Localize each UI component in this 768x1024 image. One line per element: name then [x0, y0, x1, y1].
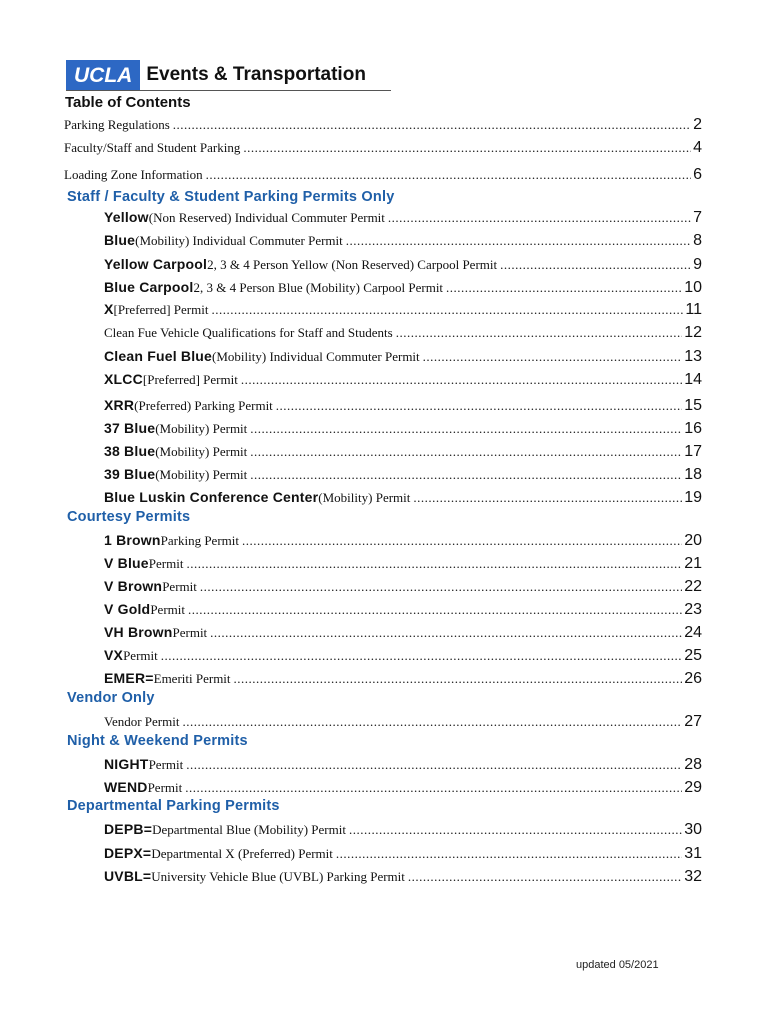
permit-code: WEND	[104, 779, 148, 795]
toc-entry[interactable]	[104, 779, 702, 797]
leader-dots	[336, 846, 682, 862]
entry-text: Permit	[148, 757, 184, 772]
page-number: 23	[684, 601, 702, 618]
toc-entry[interactable]	[104, 301, 702, 319]
page-number: 30	[684, 821, 702, 838]
entry-text: (Mobility) Individual Commuter Permit	[135, 233, 343, 248]
leader-dots	[423, 349, 683, 365]
toc-entry[interactable]	[104, 279, 702, 297]
leader-dots	[234, 671, 683, 687]
page-number: 8	[693, 232, 702, 249]
permit-code: 37 Blue	[104, 420, 156, 436]
leader-dots	[185, 780, 682, 796]
page-number: 18	[684, 466, 702, 483]
section-heading-staff-faculty-student: Staff / Faculty & Student Parking Permits Only	[67, 189, 395, 205]
leader-dots	[243, 140, 691, 156]
permit-code: EMER=	[104, 670, 154, 686]
permit-code: Blue	[104, 232, 136, 248]
leader-dots	[242, 533, 682, 549]
toc-entry[interactable]	[104, 845, 702, 863]
page-number: 15	[684, 397, 702, 414]
page-number: 7	[693, 209, 702, 226]
entry-text: (Non Reserved) Individual Commuter Permit	[148, 210, 385, 225]
entry-text: Permit	[162, 579, 197, 594]
leader-dots	[186, 556, 682, 572]
page-number: 31	[684, 845, 702, 862]
entry-text: (Mobility) Permit	[155, 444, 248, 459]
section-heading-vendor: Vendor Only	[67, 690, 155, 706]
leader-dots	[250, 444, 682, 460]
entry-text: (Preferred) Parking Permit	[134, 398, 273, 413]
permit-code: DEPX=	[104, 845, 152, 861]
entry-text: [Preferred] Permit	[113, 302, 209, 317]
toc-title: Table of Contents	[65, 94, 191, 111]
updated-date: updated 05/2021	[576, 959, 659, 971]
leader-dots	[182, 714, 682, 730]
toc-entry[interactable]	[64, 166, 702, 184]
entry-text: Parking Permit	[160, 533, 239, 548]
entry-text: (Mobility) Permit	[155, 467, 248, 482]
leader-dots	[210, 625, 682, 641]
toc-entry[interactable]	[104, 532, 702, 550]
permit-code: V Blue	[104, 555, 149, 571]
entry-text: Clean Fue Vehicle Qualifications for Staff and Students	[104, 325, 393, 340]
permit-code: VH Brown	[104, 624, 173, 640]
entry-text: Departmental Blue (Mobility) Permit	[152, 822, 346, 837]
entry-text: [Preferred] Permit	[142, 372, 238, 387]
page-number: 26	[684, 670, 702, 687]
toc-entry[interactable]	[104, 578, 702, 596]
page-header	[66, 58, 366, 92]
toc-entry[interactable]	[104, 555, 702, 573]
toc-entry[interactable]	[64, 139, 702, 157]
section-heading-departmental: Departmental Parking Permits	[67, 798, 280, 814]
department-name: Events & Transportation	[146, 64, 366, 85]
page-number: 11	[685, 301, 702, 318]
toc-entry[interactable]	[104, 420, 702, 438]
leader-dots	[250, 467, 682, 483]
leader-dots	[408, 869, 682, 885]
page-number: 27	[684, 713, 702, 730]
toc-entry[interactable]	[104, 397, 702, 415]
leader-dots	[346, 233, 691, 249]
entry-text: Emeriti Permit	[153, 671, 231, 686]
permit-code: Yellow Carpool	[104, 256, 208, 272]
leader-dots	[413, 490, 682, 506]
permit-code: V Gold	[104, 601, 151, 617]
entry-text: (Mobility) Permit	[318, 490, 411, 505]
page-number: 25	[684, 647, 702, 664]
permit-code: 38 Blue	[104, 443, 156, 459]
leader-dots	[200, 579, 682, 595]
permit-code: V Brown	[104, 578, 163, 594]
permit-code: DEPB=	[104, 821, 153, 837]
toc-entry[interactable]	[104, 466, 702, 484]
header-divider	[66, 90, 391, 91]
toc-entry[interactable]	[104, 209, 702, 227]
toc-entry[interactable]	[104, 256, 702, 274]
toc-entry[interactable]	[64, 116, 702, 134]
section-heading-courtesy: Courtesy Permits	[67, 509, 191, 525]
leader-dots	[211, 302, 683, 318]
page-number: 4	[693, 139, 702, 156]
leader-dots	[188, 602, 682, 618]
entry-text: University Vehicle Blue (UVBL) Parking Permit	[151, 869, 405, 884]
permit-code: VX	[104, 647, 124, 663]
permit-code: Blue Carpool	[104, 279, 194, 295]
leader-dots	[349, 822, 682, 838]
section-heading-night-weekend: Night & Weekend Permits	[67, 733, 248, 749]
entry-text: 2, 3 & 4 Person Yellow (Non Reserved) Carpool Permit	[207, 257, 498, 272]
permit-code: X	[104, 301, 114, 317]
entry-text: Faculty/Staff and Student Parking	[64, 140, 241, 155]
permit-code: XRR	[104, 397, 135, 413]
entry-text: (Mobility) Permit	[155, 421, 248, 436]
page-number: 28	[684, 756, 702, 773]
page-number: 16	[684, 420, 702, 437]
toc-entry[interactable]	[104, 624, 702, 642]
page-number: 24	[684, 624, 702, 641]
page-number: 2	[693, 116, 702, 133]
page-number: 14	[684, 371, 702, 388]
permit-code: 39 Blue	[104, 466, 156, 482]
entry-text: (Mobility) Individual Commuter Permit	[212, 349, 420, 364]
toc-entry[interactable]	[104, 713, 702, 731]
toc-entry[interactable]	[104, 868, 702, 886]
leader-dots	[206, 167, 691, 183]
leader-dots	[500, 257, 691, 273]
permit-code: Yellow	[104, 209, 149, 225]
page-number: 29	[684, 779, 702, 796]
toc-entry[interactable]	[104, 601, 702, 619]
entry-text: Vendor Permit	[104, 714, 180, 729]
page-number: 17	[684, 443, 702, 460]
page-number: 20	[684, 532, 702, 549]
leader-dots	[250, 421, 682, 437]
permit-code: Blue Luskin Conference Center	[104, 489, 319, 505]
page-number: 32	[684, 868, 702, 885]
permit-code: Clean Fuel Blue	[104, 348, 213, 364]
entry-text: Permit	[123, 648, 158, 663]
entry-text: Departmental X (Preferred) Permit	[151, 846, 333, 861]
page-number: 9	[693, 256, 702, 273]
toc-entry[interactable]	[104, 371, 702, 389]
page-number: 12	[684, 324, 702, 341]
entry-text: Permit	[147, 780, 183, 795]
toc-entry[interactable]	[104, 232, 702, 250]
permit-code: XLCC	[104, 371, 143, 387]
page-number: 19	[684, 489, 702, 506]
leader-dots	[186, 757, 682, 773]
toc-entry[interactable]	[104, 348, 702, 366]
permit-code: 1 Brown	[104, 532, 161, 548]
toc-entry[interactable]	[104, 324, 702, 342]
page-number: 22	[684, 578, 702, 595]
entry-text: Parking Regulations	[64, 117, 170, 132]
page-number: 21	[684, 555, 702, 572]
leader-dots	[388, 210, 691, 226]
entry-text: 2, 3 & 4 Person Blue (Mobility) Carpool Permit	[193, 280, 444, 295]
leader-dots	[241, 372, 682, 388]
leader-dots	[161, 648, 682, 664]
toc-entry[interactable]	[104, 489, 702, 507]
permit-code: NIGHT	[104, 756, 149, 772]
toc-entry[interactable]	[104, 647, 702, 665]
ucla-logo: UCLA	[66, 60, 140, 91]
entry-text: Permit	[150, 602, 185, 617]
toc-entry[interactable]	[104, 821, 702, 839]
entry-text: Permit	[172, 625, 208, 640]
toc-entry[interactable]	[104, 670, 702, 688]
leader-dots	[396, 325, 682, 341]
entry-text: Permit	[148, 556, 184, 571]
toc-entry[interactable]	[104, 756, 702, 774]
page-number: 10	[684, 279, 702, 296]
leader-dots	[276, 398, 682, 414]
page-number: 13	[684, 348, 702, 365]
leader-dots	[446, 280, 682, 296]
entry-text: Loading Zone Information	[64, 167, 203, 182]
leader-dots	[173, 117, 691, 133]
page-number: 6	[693, 166, 702, 183]
permit-code: UVBL=	[104, 868, 152, 884]
toc-entry[interactable]	[104, 443, 702, 461]
